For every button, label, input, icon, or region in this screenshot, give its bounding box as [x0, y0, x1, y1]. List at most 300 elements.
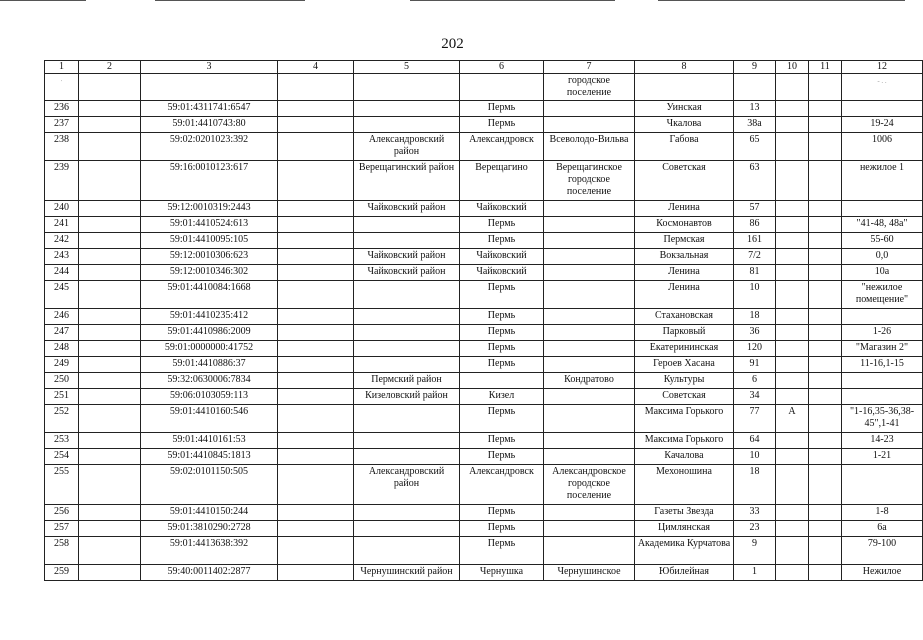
premises-cell: Нежилое — [842, 565, 923, 581]
settlement-cell: Чернушинское — [544, 565, 635, 581]
street-cell: Ленина — [635, 201, 734, 217]
cadastral-number-cell: 59:01:4410095:105 — [141, 233, 278, 249]
city-cell: Пермь — [460, 405, 544, 433]
premises-cell: нежилое 1 — [842, 161, 923, 201]
settlement-cell — [544, 201, 635, 217]
table-cell — [278, 74, 354, 101]
house-number-cell: 64 — [734, 433, 776, 449]
continuation-row — [45, 74, 923, 101]
column-2-cell — [79, 281, 141, 309]
house-number-cell: 91 — [734, 357, 776, 373]
premises-cell: 19-24 — [842, 117, 923, 133]
column-4-cell — [278, 341, 354, 357]
building-letter-cell — [776, 373, 809, 389]
street-cell: Екатерининская — [635, 341, 734, 357]
district-cell — [354, 433, 460, 449]
settlement-cell — [544, 537, 635, 565]
column-11-cell — [809, 325, 842, 341]
street-cell: Пермская — [635, 233, 734, 249]
settlement-cell — [544, 433, 635, 449]
column-11-cell — [809, 565, 842, 581]
column-4-cell — [278, 373, 354, 389]
house-number-cell: 77 — [734, 405, 776, 433]
district-cell: Кизеловский район — [354, 389, 460, 405]
city-cell: Александровск — [460, 465, 544, 505]
cadastral-number-cell: 59:01:4311741:6547 — [141, 101, 278, 117]
column-number: 1 — [45, 61, 79, 74]
district-cell — [354, 405, 460, 433]
street-cell: Чкалова — [635, 117, 734, 133]
column-4-cell — [278, 465, 354, 505]
column-11-cell — [809, 537, 842, 565]
column-2-cell — [79, 117, 141, 133]
city-cell: Пермь — [460, 217, 544, 233]
city-cell: Пермь — [460, 505, 544, 521]
register-table — [44, 60, 923, 581]
column-11-cell — [809, 505, 842, 521]
column-11-cell — [809, 357, 842, 373]
register-table-body — [45, 61, 923, 581]
scan-top-rule-far-right — [658, 0, 905, 1]
house-number-cell: 9 — [734, 537, 776, 565]
column-2-cell — [79, 433, 141, 449]
scan-top-rule-left — [0, 0, 86, 1]
city-cell: Кизел — [460, 389, 544, 405]
settlement-cell — [544, 309, 635, 325]
district-cell: Чайковский район — [354, 265, 460, 281]
column-2-cell — [79, 161, 141, 201]
settlement-cell — [544, 265, 635, 281]
premises-cell: 1006 — [842, 133, 923, 161]
column-2-cell — [79, 325, 141, 341]
table-row — [45, 449, 923, 465]
city-cell: Пермь — [460, 117, 544, 133]
house-number-cell: 36 — [734, 325, 776, 341]
premises-cell — [842, 373, 923, 389]
table-row — [45, 281, 923, 309]
cadastral-number-cell: 59:01:4410524:613 — [141, 217, 278, 233]
cadastral-number-cell: 59:01:4410084:1668 — [141, 281, 278, 309]
street-cell: Героев Хасана — [635, 357, 734, 373]
street-cell: Газеты Звезда — [635, 505, 734, 521]
premises-cell — [842, 465, 923, 505]
column-4-cell — [278, 117, 354, 133]
building-letter-cell — [776, 133, 809, 161]
building-letter-cell — [776, 341, 809, 357]
table-cell — [79, 74, 141, 101]
city-cell: Чайковский — [460, 265, 544, 281]
column-number-row — [45, 61, 923, 74]
street-cell: Стахановская — [635, 309, 734, 325]
settlement-cell — [544, 281, 635, 309]
column-2-cell — [79, 341, 141, 357]
row-number: 250 — [45, 373, 79, 389]
table-row — [45, 357, 923, 373]
settlement-cell — [544, 405, 635, 433]
building-letter-cell — [776, 101, 809, 117]
column-4-cell — [278, 565, 354, 581]
column-2-cell — [79, 201, 141, 217]
scan-top-rule-right — [410, 0, 615, 1]
row-number: 245 — [45, 281, 79, 309]
building-letter-cell — [776, 281, 809, 309]
column-number: 6 — [460, 61, 544, 74]
scan-top-rule-center — [155, 0, 305, 1]
district-cell — [354, 281, 460, 309]
street-cell: Максима Горького — [635, 433, 734, 449]
column-11-cell — [809, 233, 842, 249]
cadastral-number-cell: 59:01:4410743:80 — [141, 117, 278, 133]
district-cell: Чернушинский район — [354, 565, 460, 581]
table-row — [45, 373, 923, 389]
building-letter-cell — [776, 117, 809, 133]
column-number: 11 — [809, 61, 842, 74]
building-letter-cell — [776, 217, 809, 233]
column-4-cell — [278, 389, 354, 405]
cadastral-number-cell: 59:01:4410160:546 — [141, 405, 278, 433]
house-number-cell: 23 — [734, 521, 776, 537]
house-number-cell: 6 — [734, 373, 776, 389]
column-number: 12 — [842, 61, 923, 74]
cadastral-number-cell: 59:12:0010306:623 — [141, 249, 278, 265]
city-cell: Чайковский — [460, 249, 544, 265]
row-number: 248 — [45, 341, 79, 357]
column-4-cell — [278, 101, 354, 117]
house-number-cell: 86 — [734, 217, 776, 233]
house-number-cell: 13 — [734, 101, 776, 117]
column-11-cell — [809, 265, 842, 281]
street-cell: Вокзальная — [635, 249, 734, 265]
street-cell: Космонавтов — [635, 217, 734, 233]
street-cell: Парковый — [635, 325, 734, 341]
column-4-cell — [278, 201, 354, 217]
cadastral-number-cell: 59:02:0201023:392 — [141, 133, 278, 161]
building-letter-cell — [776, 521, 809, 537]
premises-cell: 1-26 — [842, 325, 923, 341]
district-cell — [354, 357, 460, 373]
row-number: 241 — [45, 217, 79, 233]
column-11-cell — [809, 201, 842, 217]
premises-cell: "нежилое помещение" — [842, 281, 923, 309]
cadastral-number-cell: 59:01:3810290:2728 — [141, 521, 278, 537]
column-4-cell — [278, 325, 354, 341]
column-4-cell — [278, 281, 354, 309]
column-2-cell — [79, 233, 141, 249]
house-number-cell: 1 — [734, 565, 776, 581]
column-number: 2 — [79, 61, 141, 74]
column-number: 3 — [141, 61, 278, 74]
row-number: 249 — [45, 357, 79, 373]
district-cell: Пермский район — [354, 373, 460, 389]
house-number-cell: 10 — [734, 281, 776, 309]
premises-cell — [842, 389, 923, 405]
table-row — [45, 233, 923, 249]
column-number: 9 — [734, 61, 776, 74]
city-cell: Пермь — [460, 521, 544, 537]
district-cell — [354, 449, 460, 465]
cadastral-number-cell: 59:01:4410845:1813 — [141, 449, 278, 465]
street-cell: Академика Курчатова — [635, 537, 734, 565]
row-number: 259 — [45, 565, 79, 581]
row-number: 246 — [45, 309, 79, 325]
cadastral-number-cell: 59:12:0010346:302 — [141, 265, 278, 281]
premises-cell: 79-100 — [842, 537, 923, 565]
district-cell — [354, 505, 460, 521]
column-4-cell — [278, 133, 354, 161]
table-row — [45, 521, 923, 537]
column-4-cell — [278, 537, 354, 565]
settlement-cell: Всеволодо-Вильва — [544, 133, 635, 161]
city-cell: Пермь — [460, 233, 544, 249]
district-cell — [354, 325, 460, 341]
city-cell: Пермь — [460, 101, 544, 117]
street-cell: Ленина — [635, 265, 734, 281]
city-cell: Пермь — [460, 433, 544, 449]
row-number: 251 — [45, 389, 79, 405]
district-cell: Александровский район — [354, 133, 460, 161]
premises-cell: 10а — [842, 265, 923, 281]
settlement-cell — [544, 389, 635, 405]
column-2-cell — [79, 357, 141, 373]
settlement-cell — [544, 325, 635, 341]
column-2-cell — [79, 405, 141, 433]
column-4-cell — [278, 161, 354, 201]
table-cell — [776, 74, 809, 101]
column-number: 10 — [776, 61, 809, 74]
table-row — [45, 433, 923, 449]
premises-cell: 14-23 — [842, 433, 923, 449]
district-cell: Чайковский район — [354, 249, 460, 265]
cadastral-number-cell: 59:01:4410150:244 — [141, 505, 278, 521]
street-cell: Цимлянская — [635, 521, 734, 537]
city-cell: Пермь — [460, 449, 544, 465]
column-number: 8 — [635, 61, 734, 74]
premises-cell: 6а — [842, 521, 923, 537]
settlement-cell — [544, 249, 635, 265]
district-cell: Верещагинский район — [354, 161, 460, 201]
cadastral-number-cell: 59:16:0010123:617 — [141, 161, 278, 201]
house-number-cell: 18 — [734, 309, 776, 325]
cadastral-number-cell: 59:01:0000000:41752 — [141, 341, 278, 357]
column-4-cell — [278, 249, 354, 265]
column-11-cell — [809, 389, 842, 405]
cadastral-number-cell: 59:01:4410886:37 — [141, 357, 278, 373]
row-number: 254 — [45, 449, 79, 465]
district-cell — [354, 341, 460, 357]
street-cell: Советская — [635, 389, 734, 405]
table-row — [45, 325, 923, 341]
street-cell: Максима Горького — [635, 405, 734, 433]
district-cell: Александровский район — [354, 465, 460, 505]
house-number-cell: 81 — [734, 265, 776, 281]
row-number: 255 — [45, 465, 79, 505]
building-letter-cell — [776, 357, 809, 373]
column-4-cell — [278, 265, 354, 281]
row-number: 237 — [45, 117, 79, 133]
building-letter-cell — [776, 201, 809, 217]
table-row — [45, 389, 923, 405]
table-row — [45, 341, 923, 357]
settlement-cell — [544, 217, 635, 233]
column-11-cell — [809, 373, 842, 389]
column-2-cell — [79, 521, 141, 537]
settlement-cell — [544, 521, 635, 537]
house-number-cell: 65 — [734, 133, 776, 161]
continuation-mark: ∙ — [45, 74, 79, 101]
building-letter-cell — [776, 161, 809, 201]
column-2-cell — [79, 217, 141, 233]
building-letter-cell: А — [776, 405, 809, 433]
building-letter-cell — [776, 465, 809, 505]
table-cell — [141, 74, 278, 101]
city-cell: Александровск — [460, 133, 544, 161]
column-11-cell — [809, 101, 842, 117]
city-cell: Пермь — [460, 309, 544, 325]
table-row — [45, 161, 923, 201]
column-2-cell — [79, 373, 141, 389]
cadastral-number-cell: 59:06:0103059:113 — [141, 389, 278, 405]
building-letter-cell — [776, 537, 809, 565]
column-11-cell — [809, 405, 842, 433]
column-2-cell — [79, 449, 141, 465]
street-cell: Юбилейная — [635, 565, 734, 581]
cadastral-number-cell: 59:12:0010319:2443 — [141, 201, 278, 217]
settlement-cell: Кондратово — [544, 373, 635, 389]
column-2-cell — [79, 537, 141, 565]
building-letter-cell — [776, 449, 809, 465]
street-cell: Качалова — [635, 449, 734, 465]
house-number-cell: 18 — [734, 465, 776, 505]
table-row — [45, 405, 923, 433]
column-2-cell — [79, 389, 141, 405]
table-cell — [460, 74, 544, 101]
row-number: 238 — [45, 133, 79, 161]
district-cell — [354, 521, 460, 537]
street-cell: Культуры — [635, 373, 734, 389]
row-number: 252 — [45, 405, 79, 433]
column-number: 4 — [278, 61, 354, 74]
settlement-cell — [544, 101, 635, 117]
premises-cell: 11-16,1-15 — [842, 357, 923, 373]
table-cell — [635, 74, 734, 101]
column-11-cell — [809, 341, 842, 357]
column-4-cell — [278, 505, 354, 521]
street-cell: Советская — [635, 161, 734, 201]
house-number-cell: 63 — [734, 161, 776, 201]
settlement-cell — [544, 233, 635, 249]
table-row — [45, 505, 923, 521]
settlement-cell: Верещагинское городское поселение — [544, 161, 635, 201]
building-letter-cell — [776, 565, 809, 581]
table-row — [45, 537, 923, 565]
column-4-cell — [278, 405, 354, 433]
premises-cell: 1-8 — [842, 505, 923, 521]
building-letter-cell — [776, 433, 809, 449]
row-number: 236 — [45, 101, 79, 117]
column-2-cell — [79, 101, 141, 117]
row-number: 253 — [45, 433, 79, 449]
house-number-cell: 57 — [734, 201, 776, 217]
district-cell — [354, 309, 460, 325]
street-cell: Ленина — [635, 281, 734, 309]
settlement-type-cell: городское поселение — [544, 74, 635, 101]
column-4-cell — [278, 217, 354, 233]
column-11-cell — [809, 309, 842, 325]
column-11-cell — [809, 161, 842, 201]
column-2-cell — [79, 505, 141, 521]
city-cell: Верещагино — [460, 161, 544, 201]
city-cell: Пермь — [460, 341, 544, 357]
building-letter-cell — [776, 505, 809, 521]
city-cell: Пермь — [460, 325, 544, 341]
settlement-cell — [544, 117, 635, 133]
city-cell: Пермь — [460, 537, 544, 565]
row-number: 242 — [45, 233, 79, 249]
building-letter-cell — [776, 325, 809, 341]
cadastral-number-cell: 59:02:0101150:505 — [141, 465, 278, 505]
row-number: 244 — [45, 265, 79, 281]
column-11-cell — [809, 249, 842, 265]
column-number: 5 — [354, 61, 460, 74]
house-number-cell: 7/2 — [734, 249, 776, 265]
house-number-cell: 161 — [734, 233, 776, 249]
house-number-cell: 33 — [734, 505, 776, 521]
page-number: 202 — [441, 36, 464, 52]
table-cell — [354, 74, 460, 101]
settlement-cell — [544, 357, 635, 373]
cadastral-number-cell: 59:01:4413638:392 — [141, 537, 278, 565]
premises-cell: "1-16,35-36,38-45",1-41 — [842, 405, 923, 433]
column-11-cell — [809, 117, 842, 133]
table-row — [45, 117, 923, 133]
district-cell — [354, 537, 460, 565]
column-2-cell — [79, 465, 141, 505]
city-cell — [460, 373, 544, 389]
column-2-cell — [79, 249, 141, 265]
street-cell: Габова — [635, 133, 734, 161]
city-cell: Пермь — [460, 281, 544, 309]
row-number: 257 — [45, 521, 79, 537]
building-letter-cell — [776, 233, 809, 249]
premises-cell — [842, 101, 923, 117]
district-cell — [354, 217, 460, 233]
district-cell — [354, 101, 460, 117]
house-number-cell: 10 — [734, 449, 776, 465]
cadastral-number-cell: 59:01:4410235:412 — [141, 309, 278, 325]
table-row — [45, 309, 923, 325]
district-cell — [354, 117, 460, 133]
column-4-cell — [278, 233, 354, 249]
table-row — [45, 133, 923, 161]
row-number: 256 — [45, 505, 79, 521]
premises-cell: 0,0 — [842, 249, 923, 265]
column-2-cell — [79, 265, 141, 281]
column-11-cell — [809, 133, 842, 161]
table-row — [45, 249, 923, 265]
settlement-cell — [544, 341, 635, 357]
settlement-cell — [544, 505, 635, 521]
table-row — [45, 465, 923, 505]
table-row — [45, 101, 923, 117]
row-number: 258 — [45, 537, 79, 565]
column-number: 7 — [544, 61, 635, 74]
column-2-cell — [79, 565, 141, 581]
cadastral-number-cell: 59:40:0011402:2877 — [141, 565, 278, 581]
premises-cell: 1-21 — [842, 449, 923, 465]
premises-cell: "Магазин 2" — [842, 341, 923, 357]
house-number-cell: 38а — [734, 117, 776, 133]
column-11-cell — [809, 433, 842, 449]
